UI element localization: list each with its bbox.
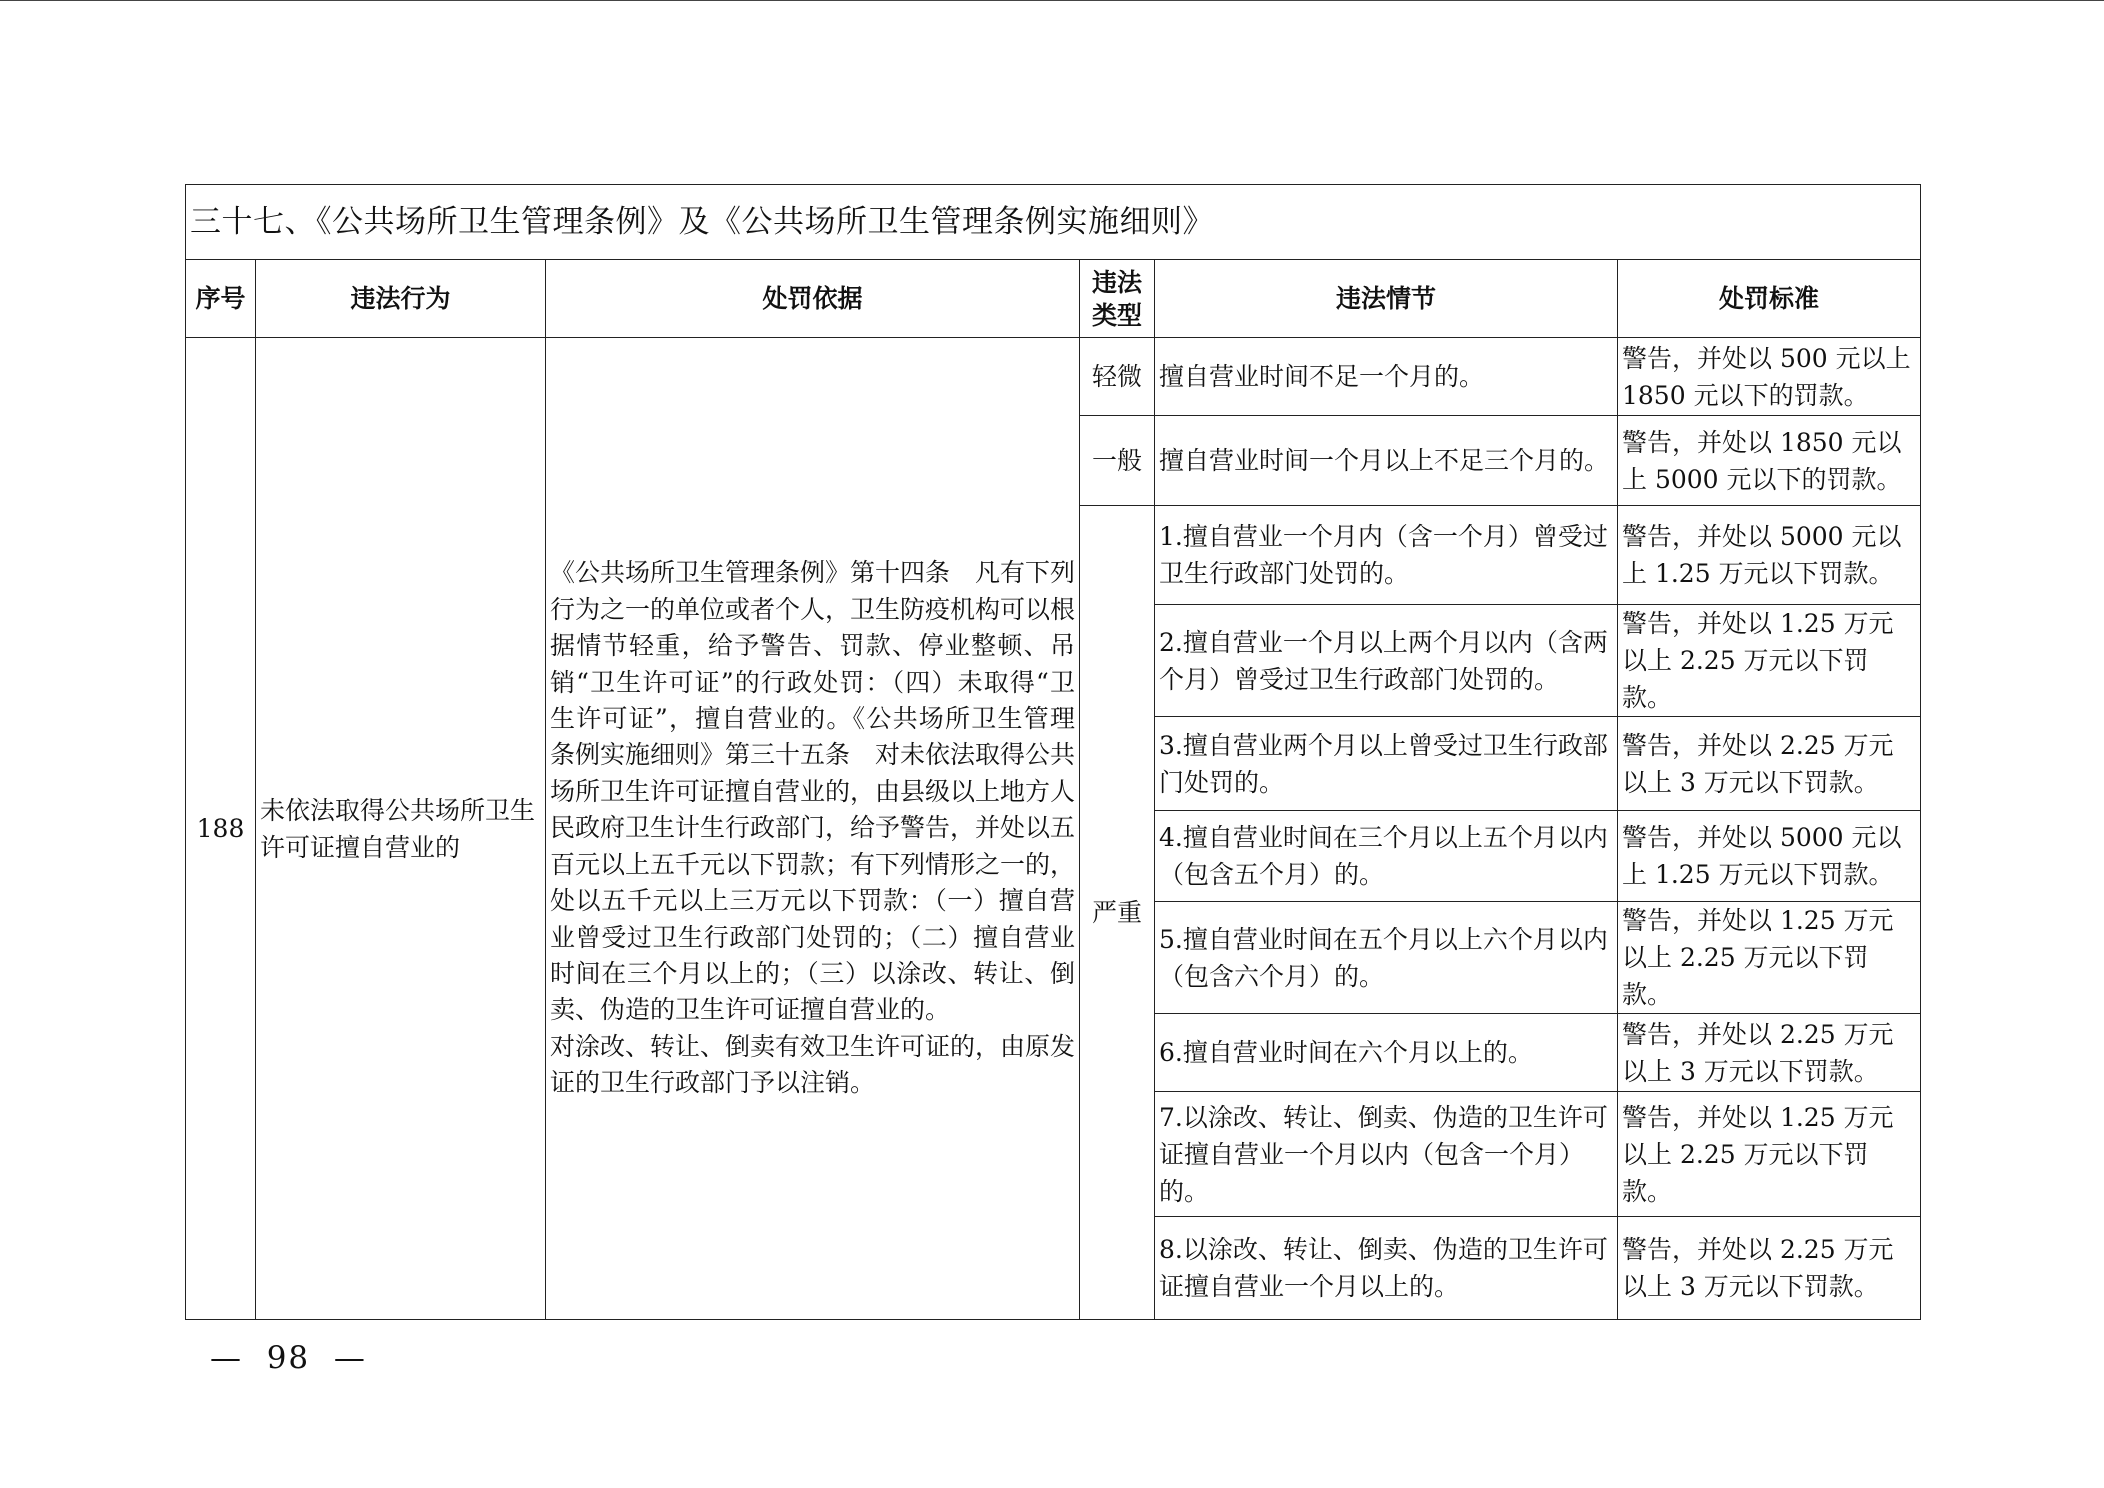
circumstance-cell: 4.擅自营业时间在三个月以上五个月以内（包含五个月）的。 <box>1155 811 1618 902</box>
standard-cell: 警告，并处以 500 元以上 1850 元以下的罚款。 <box>1618 338 1921 416</box>
penalty-standard-table <box>185 184 1921 1320</box>
standard-cell: 警告，并处以 5000 元以上 1.25 万元以下罚款。 <box>1618 506 1921 605</box>
standard-cell: 警告，并处以 1.25 万元以上 2.25 万元以下罚款。 <box>1618 605 1921 717</box>
standard-cell: 警告，并处以 5000 元以上 1.25 万元以下罚款。 <box>1618 811 1921 902</box>
circumstance-cell: 2.擅自营业一个月以上两个月以内（含两个月）曾受过卫生行政部门处罚的。 <box>1155 605 1618 717</box>
circumstance-cell: 7.以涂改、转让、倒卖、伪造的卫生许可证擅自营业一个月以内（包含一个月）的。 <box>1155 1092 1618 1217</box>
circumstance-cell: 8.以涂改、转让、倒卖、伪造的卫生许可证擅自营业一个月以上的。 <box>1155 1217 1618 1320</box>
header-basis: 处罚依据 <box>546 260 1080 338</box>
basis-paragraph: 对涂改、转让、倒卖有效卫生许可证的，由原发证的卫生行政部门予以注销。 <box>550 1031 1076 1098</box>
standard-cell: 警告，并处以 1.25 万元以上 2.25 万元以下罚款。 <box>1618 1092 1921 1217</box>
severity-general: 一般 <box>1080 416 1155 506</box>
page-number: — 98 — <box>210 1340 367 1376</box>
circumstance-cell: 5.擅自营业时间在五个月以上六个月以内（包含六个月）的。 <box>1155 902 1618 1014</box>
section-title: 三十七、《公共场所卫生管理条例》及《公共场所卫生管理条例实施细则》 <box>186 185 1921 260</box>
circumstance-cell: 擅自营业时间一个月以上不足三个月的。 <box>1155 416 1618 506</box>
header-row <box>186 260 1921 338</box>
standard-cell: 警告，并处以 1.25 万元以上 2.25 万元以下罚款。 <box>1618 902 1921 1014</box>
section-title-row <box>186 185 1921 260</box>
severity-minor: 轻微 <box>1080 338 1155 416</box>
entry-basis <box>546 338 1080 1320</box>
circumstance-cell: 擅自营业时间不足一个月的。 <box>1155 338 1618 416</box>
entry-behavior: 未依法取得公共场所卫生许可证擅自营业的 <box>256 338 546 1320</box>
header-circumstance: 违法情节 <box>1155 260 1618 338</box>
header-seq: 序号 <box>186 260 256 338</box>
circumstance-cell: 6.擅自营业时间在六个月以上的。 <box>1155 1014 1618 1092</box>
standard-cell: 警告，并处以 2.25 万元以上 3 万元以下罚款。 <box>1618 1217 1921 1320</box>
header-behavior: 违法行为 <box>256 260 546 338</box>
standard-cell: 警告，并处以 1850 元以上 5000 元以下的罚款。 <box>1618 416 1921 506</box>
standard-cell: 警告，并处以 2.25 万元以上 3 万元以下罚款。 <box>1618 717 1921 811</box>
standard-cell: 警告，并处以 2.25 万元以上 3 万元以下罚款。 <box>1618 1014 1921 1092</box>
circumstance-cell: 1.擅自营业一个月内（含一个月）曾受过卫生行政部门处罚的。 <box>1155 506 1618 605</box>
header-type: 违法类型 <box>1080 260 1155 338</box>
header-standard: 处罚标准 <box>1618 260 1921 338</box>
entry-seq: 188 <box>186 338 256 1320</box>
circumstance-cell: 3.擅自营业两个月以上曾受过卫生行政部门处罚的。 <box>1155 717 1618 811</box>
basis-paragraph: 《公共场所卫生管理条例》第十四条 凡有下列行为之一的单位或者个人，卫生防疫机构可以根据情节轻重，给予警告、罚款、停业整顿、吊销“卫生许可证”的行政处罚：（四）未取得“卫生许可证”，擅自营业的。《公共场所卫生管理条例实施细则》第三十五条 对未依法取得公共场所卫生许可证擅自营业的，由县级以上地方人民政府卫生计生行政部门，给予警告，并处以五百元以上五千元以下罚款；有下列情形之一的，处以五千元以上三万元以下罚款：（一）擅自营业曾受过卫生行政部门处罚的；（二）擅自营业时间在三个月以上的；（三）以涂改、转让、倒卖、伪造的卫生许可证擅自营业的。 <box>550 558 1076 1025</box>
page-top-rule <box>0 0 2104 1</box>
severity-serious: 严重 <box>1080 506 1155 1320</box>
table-row <box>186 338 1921 416</box>
